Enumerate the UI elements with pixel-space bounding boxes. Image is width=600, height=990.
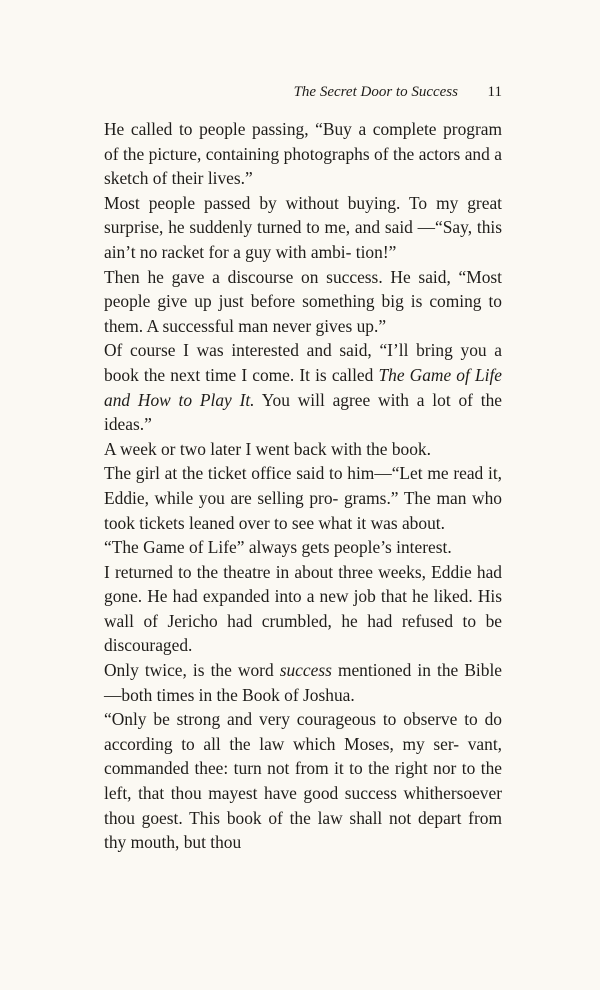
paragraph-8 [104, 560, 502, 658]
paragraph-text: “The Game of Life” always gets people’s interest. [104, 537, 452, 558]
paragraph-text: He called to people passing, “Buy a complete program of the picture, containing photographs of the actors and a sketch of their lives.” [104, 119, 502, 189]
paragraph-text: Most people passed by without buying. To my great surprise, he suddenly turned to me, and said —“Say, this ain’t no racket for a guy with ambi- tion!” [104, 192, 502, 262]
book-title-italic: The Game of Life and How to Play It. [104, 364, 502, 410]
running-title: The Secret Door to Success [293, 84, 458, 100]
page-number: 11 [487, 84, 502, 100]
paragraph-3 [104, 265, 502, 339]
paragraph-text: The girl at the ticket office said to him—“Let me read it, Eddie, while you are selling pro- grams.” The man who took tickets leaned over to see what it was about. [104, 463, 502, 533]
paragraph-9 [104, 658, 502, 707]
running-head [104, 80, 502, 104]
paragraph-7 [104, 535, 502, 560]
paragraph-4 [104, 338, 502, 436]
paragraph-text: I returned to the theatre in about three weeks, Eddie had gone. He had expanded into a new job that he liked. His wall of Jericho had crumbled, he had refused to be discouraged. [104, 561, 502, 656]
paragraph-6 [104, 461, 502, 535]
paragraph-text: You will agree with a lot of the ideas.” [104, 389, 502, 435]
paragraph-text: “Only be strong and very courageous to observe to do according to all the law which Moses, my ser- vant, commanded thee: turn not from it to the right nor to the left, that thou mayest have good success whithersoever thou goest. This book of the law shall not depart from thy mouth, but thou [104, 709, 502, 853]
paragraph-text: Then he gave a discourse on success. He said, “Most people give up just before something big is coming to them. A successful man never gives up.” [104, 266, 502, 336]
paragraph-2 [104, 191, 502, 265]
paragraph-10 [104, 707, 502, 855]
paragraph-text: Of course I was interested and said, “I’ll bring you a book the next time I come. It is called [104, 340, 502, 385]
paragraph-1 [104, 117, 502, 191]
success-italic: success [279, 660, 332, 681]
paragraph-text: Only twice, is the word [104, 660, 280, 681]
body-text [104, 117, 502, 855]
paragraph-text: mentioned in the Bible—both times in the Book of Joshua. [104, 660, 502, 705]
paragraph-text: A week or two later I went back with the book. [104, 438, 431, 459]
paragraph-5 [104, 437, 502, 462]
